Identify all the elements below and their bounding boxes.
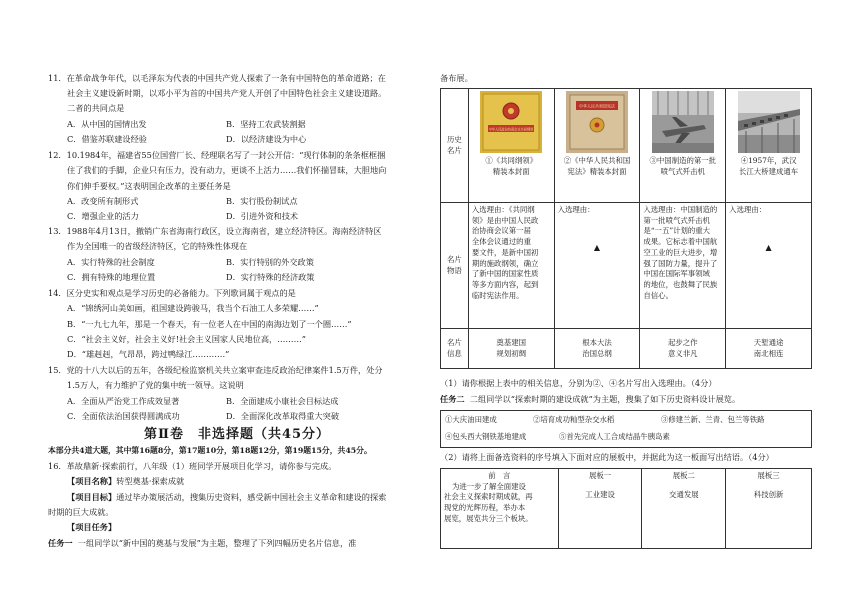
- row-story: [441, 203, 812, 329]
- story-1-line: 期的施政纲领，确立: [471, 258, 539, 268]
- story-3-line: 空工业的巨大进步，增: [643, 247, 718, 257]
- q11-stem-2: 社会主义建设新时期，以邓小平为首的中国共产党人开创了中国特色社会主义建设道路。: [67, 88, 387, 98]
- card-3-caption-1: ③中国制造的第一批: [649, 156, 717, 165]
- q14-option-c[interactable]: C．“社会主义好，社会主义好!社会主义国家人民地位高，………”: [67, 334, 306, 344]
- info-line: 奠基建国: [496, 337, 526, 347]
- card-1-caption-2: 精装本封面: [492, 166, 530, 176]
- q15-option-c[interactable]: C．全面依法治国获得圆满成功: [67, 411, 180, 421]
- q14-option-b[interactable]: B．“一九七九年，那是一个春天，有一位老人在中国的南海边划了一个圈……”: [67, 319, 352, 329]
- material-option[interactable]: ②培育成功籼型杂交水稻: [533, 415, 615, 424]
- q16-project-name: [67, 476, 184, 487]
- material-options-box: [440, 410, 812, 448]
- material-option[interactable]: ④包头西大钢铁基地建成: [445, 432, 527, 441]
- card-3-story: [640, 203, 726, 329]
- task2-text: 二组同学以“探索时期的建设成就”为主题，搜集了如下历史资料设计展览。: [469, 394, 741, 404]
- row-label-story: 名片 物语: [441, 203, 469, 329]
- task1-text: 一组同学以“新中国的奠基与发展”为主题，整理了下列四幅历史名片信息，准: [77, 538, 357, 548]
- q12-option-a[interactable]: A．改变所有制形式: [67, 196, 139, 206]
- q12-option-c[interactable]: C．增强企业的活力: [67, 211, 139, 221]
- q12-option-d[interactable]: D．引进外资和技术: [226, 211, 299, 221]
- q13-option-a[interactable]: A．实行特殊的社会制度: [67, 257, 155, 267]
- q13-option-c[interactable]: C．拥有特殊的地理位置: [67, 272, 156, 282]
- story-1-line: 了新中国的国家性质: [471, 269, 539, 279]
- q15-stem-1: 15．党的十八大以后的五年，各级纪检监察机关共立案审查违反政治纪律案件1.5万件，处分: [48, 365, 383, 375]
- card-4-cell: [726, 89, 812, 203]
- card-3-info: [640, 329, 726, 369]
- project-goal-label: 【项目目标】: [67, 492, 117, 502]
- row-label-cards: 历史 名片: [441, 89, 469, 203]
- card-4-caption-2: 长江大桥建成通车: [739, 166, 799, 176]
- story-1-line: 要文件，是新中国初: [471, 247, 539, 257]
- card-4-caption-1: ④1957年，武汉: [740, 156, 797, 165]
- q16-stem: 16．革故鼎新·探索前行，八年级（1）班同学开展项目化学习，请你参与完成。: [48, 461, 337, 471]
- story-2-line: 入选理由：: [557, 205, 595, 214]
- answer-blank-triangle: ▲: [593, 242, 601, 252]
- story-3-line: 入选理由：中国制造的: [643, 205, 718, 214]
- board-3-cell[interactable]: [726, 469, 812, 549]
- task2-label: 任务二: [440, 394, 465, 404]
- board-1-title: 展板一: [588, 471, 612, 480]
- story-1-line: 入选理由：《共同纲: [471, 205, 535, 214]
- preface-cell: [441, 469, 559, 549]
- q11-option-c[interactable]: C．借鉴苏联建设经验: [67, 134, 147, 144]
- q11-option-a[interactable]: A．从中国的国情出发: [67, 119, 147, 129]
- q13-option-d[interactable]: D．实行特殊的经济政策: [226, 272, 315, 282]
- pic1-text: 中华人民政治协商会议共同纲领: [488, 127, 534, 132]
- info-line: 规划初绸: [496, 348, 526, 358]
- yangtze-bridge-photo: [738, 91, 800, 153]
- info-line: 起步之作: [667, 337, 698, 347]
- row-info: [441, 329, 812, 369]
- board-2-title: 展板二: [672, 471, 695, 480]
- story-3-line: 自信心。: [643, 290, 673, 300]
- row-label-info: 名片 信息: [441, 329, 469, 369]
- task1-line: [48, 538, 356, 549]
- story-3-line: 成果。它标志着中国航: [643, 237, 718, 247]
- card-1-info: [468, 329, 554, 369]
- constitution-cover-image: [566, 91, 628, 153]
- story-3-line: 第一批喷气式歼击机: [643, 215, 710, 225]
- exhibition-board-table: [440, 468, 812, 549]
- q12-stem-2: 住了我们的手脚，企业只有压力，没有动力，更谈不上活力……我们怀揣冒昧，大胆地向: [67, 165, 387, 175]
- q16-project-goal: [67, 492, 386, 503]
- q12-stem-1: 12．10.1984年，福建省55位国营厂长、经理联名写了一封公开信：“现行体制的条条框框捆: [48, 150, 386, 160]
- task1-label: 任务一: [48, 538, 73, 548]
- card-2-caption-2: 宪法》精装本封面: [567, 166, 627, 176]
- project-name-value: 转型奠基·探索成就: [116, 476, 185, 486]
- info-line: 根本大法: [582, 337, 612, 347]
- common-program-cover-image: [480, 91, 542, 153]
- info-line: 天堑通途: [753, 337, 784, 347]
- card-1-caption-1: ①《共同纲领》: [485, 156, 538, 165]
- section-title: 第Ⅱ卷 非选择题（共45分）: [144, 427, 331, 442]
- sub-question-1: （1）请你根据上表中的相关信息，分别为②、④名片写出入选理由。（4分）: [440, 378, 717, 388]
- story-1-line: 临时宪法作用。: [471, 290, 524, 300]
- card-1-cell: [468, 89, 554, 203]
- q15-option-b[interactable]: B．全面建成小康社会目标达成: [226, 396, 339, 406]
- q14-stem: 14．区分史实和观点是学习历史的必备能力。下列歌词属于观点的是: [48, 288, 296, 298]
- card-2-caption-1: ②《中华人民共和国: [563, 156, 631, 165]
- q16-goal-cont: 时期的巨大成就。: [48, 507, 114, 517]
- q14-option-d[interactable]: D．“雄赳赳，气昂昂，跨过鸭绿江…………”: [67, 349, 230, 359]
- board-2-cell[interactable]: [642, 469, 726, 549]
- row-cards: [441, 89, 812, 203]
- jet-fighter-photo: [652, 91, 714, 153]
- project-task-label: 【项目任务】: [67, 522, 117, 532]
- story-3-line: 中国在国际军事领域: [643, 269, 710, 279]
- answer-blank-triangle: ▲: [765, 242, 772, 252]
- project-name-label: 【项目名称】: [67, 476, 117, 486]
- material-option[interactable]: ⑤首先完成人工合成结晶牛胰岛素: [559, 432, 670, 441]
- story-1-line: 领》是由中国人民政: [471, 215, 539, 225]
- card-2-cell: [554, 89, 640, 203]
- story-3-line: 强了国防力量，提升了: [643, 258, 718, 268]
- board-2-topic: 交通发展: [669, 489, 699, 499]
- material-option[interactable]: ③修建兰新、兰青、包兰等铁路: [661, 415, 765, 424]
- preface-line: 社会主义探索时期成就，再: [444, 492, 533, 502]
- card-1-story: [468, 203, 554, 329]
- section-note: 本部分共4道大题，其中第16题8分，第17题10分，第18题12分，第19题15分，共45分。: [48, 446, 372, 455]
- story-4-line: 入选理由：: [729, 205, 767, 214]
- q13-option-b[interactable]: B．实行特别的外交政策: [226, 257, 314, 267]
- info-line: 意义非凡: [667, 348, 698, 358]
- q11-stem-3: 二者的共同点是: [67, 103, 125, 113]
- preface-title: 前 言: [488, 471, 511, 480]
- story-1-line: 等多方面内容，起到: [471, 280, 539, 290]
- q14-option-a[interactable]: A．“锦绣河山美如画，祖国建设跨骏马，我当个石油工人多荣耀……”: [67, 303, 319, 313]
- q11-stem-1: 11．在革命战争年代，以毛泽东为代表的中国共产党人探索了一条有中国特色的革命道路；在: [48, 73, 386, 83]
- story-1-line: 治协商会议第一届: [471, 226, 531, 236]
- q11-option-d[interactable]: D．以经济建设为中心: [226, 134, 307, 144]
- info-line: 治国总纲: [582, 348, 612, 358]
- card-3-caption-2: 喷气式歼击机: [660, 166, 705, 176]
- board-1-cell[interactable]: [558, 469, 642, 549]
- project-goal-value: 通过毕办策展活动，搜集历史资料，感受新中国社会主义革命和建设的探索: [116, 492, 387, 502]
- board-3-topic: 科技创新: [753, 489, 784, 499]
- board-3-title: 展板三: [757, 471, 780, 480]
- q15-stem-2: 1.5万人，有力维护了党的集中统一领导。这说明: [67, 380, 244, 390]
- q13-stem-2: 作为全国唯一的省级经济特区，它的特殊性体现在: [67, 241, 248, 251]
- preface-line: 现党的光辉历程，举办本: [444, 503, 526, 513]
- story-3-line: 的地位，也鼓舞了民族: [643, 280, 718, 290]
- task1-cont: 备布展。: [440, 73, 473, 83]
- material-option[interactable]: ①大庆油田建成: [445, 415, 497, 424]
- q12-option-b[interactable]: B．实行股份制试点: [226, 196, 298, 206]
- card-2-story[interactable]: [554, 203, 640, 329]
- card-4-story[interactable]: [726, 203, 812, 329]
- q12-stem-3: 你们伸手要权。”这表明国企改革的主要任务是: [67, 181, 231, 191]
- q11-option-b[interactable]: B．坚持工农武装割据: [226, 119, 306, 129]
- sub-question-2: （2）请将上面备选资料的序号填入下面对应的展板中，并据此为这一板面写出结语。（4分）: [440, 452, 774, 462]
- info-line: 南北相连: [753, 348, 784, 358]
- board-1-topic: 工业建设: [585, 489, 615, 499]
- pic2-text: 中华人民共和国宪法: [579, 103, 615, 109]
- card-3-cell: [640, 89, 726, 203]
- story-1-line: 全体会议通过的重: [471, 237, 531, 247]
- story-3-line: 是“一五”计划的重大: [643, 226, 711, 236]
- task2-line: [440, 394, 740, 405]
- q13-stem-1: 13．1988年4月13日，撤销广东省海南行政区，设立海南省，建立经济特区。海南经济特区: [48, 226, 382, 236]
- card-2-info: [554, 329, 640, 369]
- preface-line: 展览，展览共分三个板块。: [444, 513, 533, 523]
- preface-line: 为进一步了解全面建设: [452, 481, 526, 491]
- q15-option-a[interactable]: A．全面从严治党工作成效显著: [67, 396, 180, 406]
- card-4-info: [726, 329, 812, 369]
- q15-option-d[interactable]: D．全面深化改革取得重大突破: [226, 411, 340, 421]
- history-card-table: [440, 88, 812, 369]
